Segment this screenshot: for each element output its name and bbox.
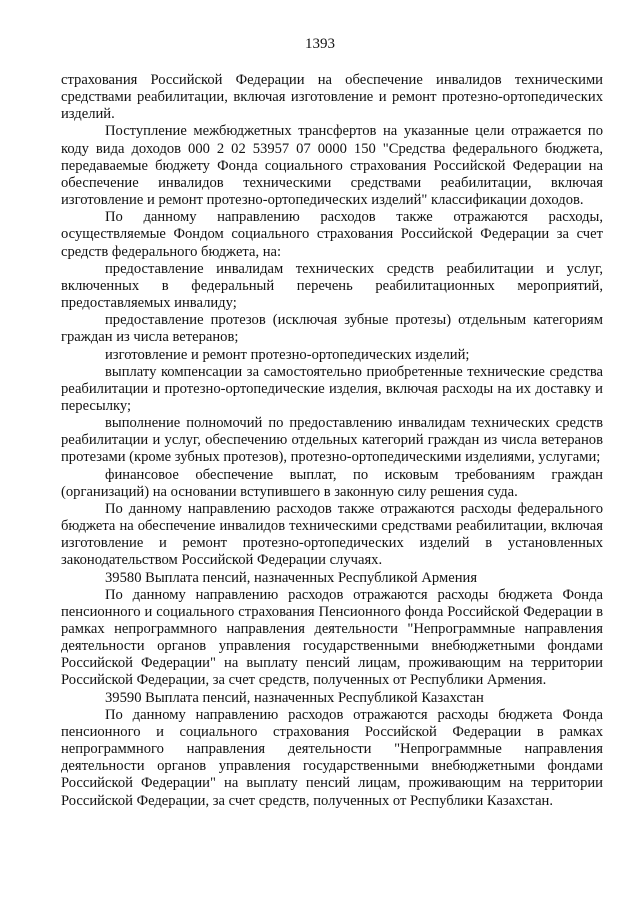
paragraph: По данному направлению расходов отражаются расходы бюджета Фонда пенсионного и социального страхования Пенсионного фонда Российской Федерации в рамках непрограммного направления деятельности "Непрограммные направления деятельности органов управления государственными внебюджетными фондами Российской Федерации" на выплату пенсий лицам, проживающим на территории Российской Федерации, за счет средств, полученных от Республики Армения. bbox=[61, 586, 603, 689]
section-heading-39580: 39580 Выплата пенсий, назначенных Республикой Армения bbox=[105, 569, 478, 586]
list-item: предоставление протезов (исключая зубные протезы) отдельным категориям граждан из числа ветеранов; bbox=[61, 312, 603, 346]
paragraph-continuation: страхования Российской Федерации на обеспечение инвалидов техническими средствами реабилитации, включая изготовление и ремонт протезно-ортопедических изделий. bbox=[61, 72, 603, 123]
paragraph: По данному направлению расходов отражаются расходы бюджета Фонда пенсионного и социального страхования Российской Федерации в рамках непрограммного направления деятельности "Непрограммные направления деятельности органов управления государственными внебюджетными фондами Российской Федерации" на выплату пенсий лицам, проживающим на территории Российской Федерации, за счет средств, полученных от Республики Казахстан. bbox=[61, 706, 603, 809]
list-item: финансовое обеспечение выплат, по исковым требованиям граждан (организаций) на основании вступившего в законную силу решения суда. bbox=[61, 466, 603, 500]
paragraph: Поступление межбюджетных трансфертов на указанные цели отражается по коду вида доходов 000 2 02 53957 07 0000 150 "Средства федерального бюджета, передаваемые бюджету Фонда социального страхования Российской Федерации на обеспечение инвалидов техническими средствами реабилитации, включая изготовление и ремонт протезно-ортопедических изделий" классификации доходов. bbox=[61, 123, 603, 209]
list-item: выполнение полномочий по предоставлению инвалидам технических средств реабилитации и услуг, обеспечению отдельных категорий граждан из числа ветеранов протезами (кроме зубных протезов), протезно-ортопедическими изделиями, услугами; bbox=[61, 415, 603, 466]
page-number: 1393 bbox=[305, 36, 335, 52]
section-heading-39590: 39590 Выплата пенсий, назначенных Республикой Казахстан bbox=[105, 689, 484, 706]
document-body bbox=[61, 72, 603, 810]
paragraph: По данному направлению расходов также отражаются расходы федерального бюджета на обеспечение инвалидов техническими средствами реабилитации, включая изготовление и ремонт протезно-ортопедических изделий в установленных законодательством Российской Федерации случаях. bbox=[61, 500, 603, 569]
list-item: изготовление и ремонт протезно-ортопедических изделий; bbox=[105, 346, 470, 363]
list-item: предоставление инвалидам технических средств реабилитации и услуг, включенных в федеральный перечень реабилитационных мероприятий, предоставляемых инвалиду; bbox=[61, 260, 603, 312]
list-item: выплату компенсации за самостоятельно приобретенные технические средства реабилитации и протезно-ортопедические изделия, включая расходы на их доставку и пересылку; bbox=[61, 363, 603, 414]
paragraph: По данному направлению расходов также отражаются расходы, осуществляемые Фондом социального страхования Российской Федерации за счет средств федерального бюджета, на: bbox=[61, 209, 603, 260]
